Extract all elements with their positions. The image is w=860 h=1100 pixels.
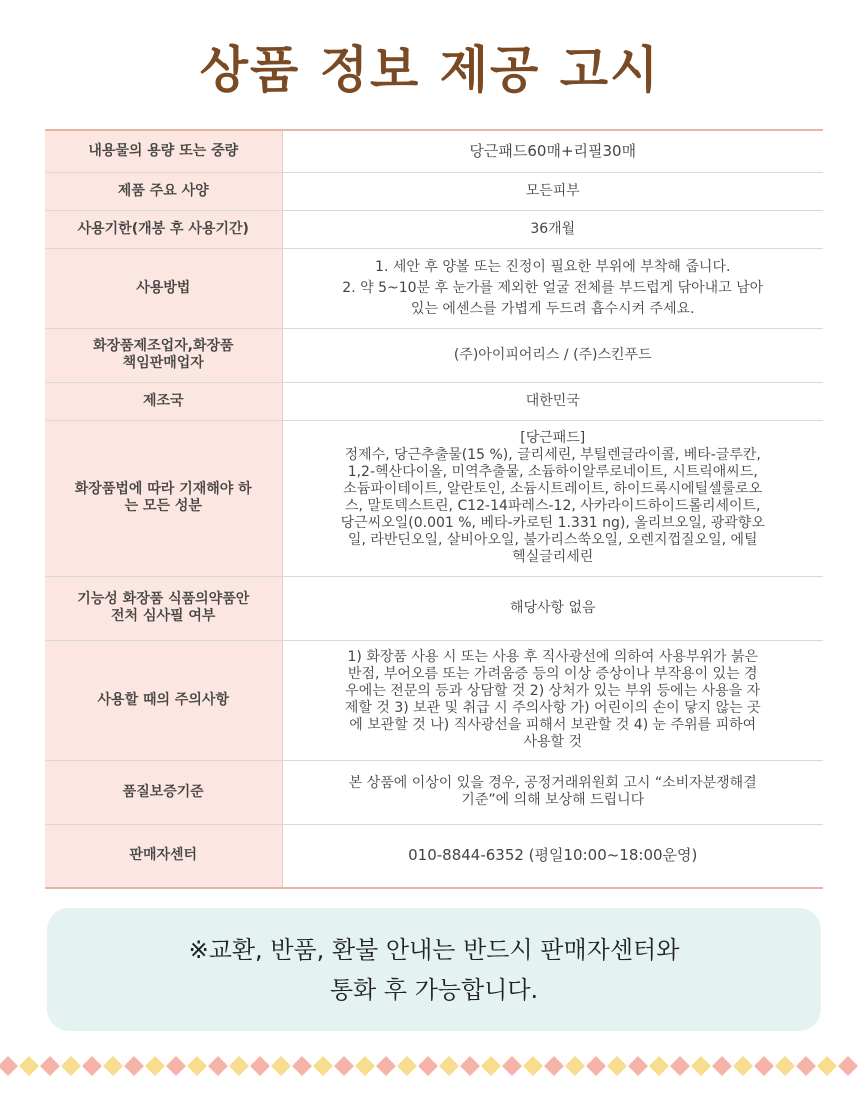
diamond-shape: [418, 1056, 438, 1076]
row-label: 판매자센터: [45, 824, 282, 888]
row-value: 모든피부: [282, 172, 823, 210]
diamond-shape: [523, 1056, 543, 1076]
row-label: 기능성 화장품 식품의약품안 전처 심사필 여부: [45, 576, 282, 640]
diamond-shape: [544, 1056, 564, 1076]
diamond-shape: [481, 1056, 501, 1076]
diamond-shape: [334, 1056, 354, 1076]
table-row: [45, 382, 823, 420]
diamond-shape: [19, 1056, 39, 1076]
product-info-table: [45, 129, 823, 889]
table-row: [45, 640, 823, 760]
row-label: 사용기한(개봉 후 사용기간): [45, 210, 282, 248]
diamond-shape: [82, 1056, 102, 1076]
row-label: 화장품제조업자,화장품 책임판매업자: [45, 328, 282, 382]
table-row: [45, 172, 823, 210]
diamond-shape: [712, 1056, 732, 1076]
table-row: [45, 420, 823, 576]
row-label: 품질보증기준: [45, 760, 282, 824]
row-label: 제품 주요 사양: [45, 172, 282, 210]
row-value: 36개월: [282, 210, 823, 248]
diamond-shape: [229, 1056, 249, 1076]
diamond-shape: [439, 1056, 459, 1076]
row-value: 해당사항 없음: [282, 576, 823, 640]
row-label: 사용할 때의 주의사항: [45, 640, 282, 760]
table-row: [45, 824, 823, 888]
row-value: [당근패드] 정제수, 당근추출물(15 %), 글리세린, 부틸렌글라이콜, 베타-글루칸, 1,2-헥산다이올, 미역추출물, 소듐하이알루로네이트, 시트릭애씨드, 소듐파이테이트, 알란토인, 소듐시트레이트, 하이드록시에틸셀룰로오 스, 말토덱스트린, C12-14파레스-12, 사카라이드하이드롤리세이트, 당근씨오일(0.001 %, 베타-카로틴 1.331 ng), 올리브오일, 광곽향오 일, 라반딘오일, 살비아오일, 불가리스쑥오일, 오렌지껍질오일, 에틸 헥실글리세린: [282, 420, 823, 576]
diamond-shape: [460, 1056, 480, 1076]
diamond-shape: [145, 1056, 165, 1076]
diamond-shape: [166, 1056, 186, 1076]
row-value: 대한민국: [282, 382, 823, 420]
row-label: 내용물의 용량 또는 중량: [45, 130, 282, 172]
diamond-shape: [187, 1056, 207, 1076]
row-label: 화장품법에 따라 기재해야 하 는 모든 성분: [45, 420, 282, 576]
diamond-shape: [565, 1056, 585, 1076]
diamond-shape: [796, 1056, 816, 1076]
diamond-shape: [292, 1056, 312, 1076]
row-value: 1. 세안 후 양볼 또는 진정이 필요한 부위에 부착해 줍니다. 2. 약 5~10분 후 눈가를 제외한 얼굴 전체를 부드럽게 닦아내고 남아 있는 에센스를 가볍게 두드려 흡수시켜 주세요.: [282, 248, 823, 328]
notice-text: ※교환, 반품, 환불 안내는 반드시 판매자센터와 통화 후 가능합니다.: [188, 935, 680, 1004]
diamond-shape: [817, 1056, 837, 1076]
diamond-shape: [103, 1056, 123, 1076]
row-value: 당근패드60매+리필30매: [282, 130, 823, 172]
diamond-shape: [754, 1056, 774, 1076]
diamond-shape: [271, 1056, 291, 1076]
diamond-shape: [124, 1056, 144, 1076]
diamond-shape: [502, 1056, 522, 1076]
diamond-shape: [607, 1056, 627, 1076]
diamond-shape: [691, 1056, 711, 1076]
diamond-shape: [313, 1056, 333, 1076]
diamond-shape: [670, 1056, 690, 1076]
table-row: [45, 210, 823, 248]
table-row: [45, 248, 823, 328]
diamond-shape: [397, 1056, 417, 1076]
diamond-shape: [376, 1056, 396, 1076]
table-row: [45, 328, 823, 382]
diamond-shape: [250, 1056, 270, 1076]
row-label: 사용방법: [45, 248, 282, 328]
diamond-shape: [733, 1056, 753, 1076]
diamond-shape: [208, 1056, 228, 1076]
diamond-shape: [0, 1056, 18, 1076]
diamond-shape: [355, 1056, 375, 1076]
notice-box: [47, 908, 821, 1031]
diamond-shape: [61, 1056, 81, 1076]
row-value: 010-8844-6352 (평일10:00~18:00운영): [282, 824, 823, 888]
diamond-shape: [838, 1056, 858, 1076]
page-title: 상품 정보 제공 고시: [199, 41, 661, 99]
row-value: 본 상품에 이상이 있을 경우, 공정거래위원회 고시 “소비자분쟁해결 기준”에 의해 보상해 드립니다: [282, 760, 823, 824]
diamond-shape: [649, 1056, 669, 1076]
diamond-shape: [40, 1056, 60, 1076]
diamond-shape: [775, 1056, 795, 1076]
row-value: (주)아이피어리스 / (주)스킨푸드: [282, 328, 823, 382]
diamond-border-decoration: [0, 1055, 860, 1077]
diamond-shape: [628, 1056, 648, 1076]
table-row: [45, 576, 823, 640]
table-row: [45, 130, 823, 172]
diamond-shape: [586, 1056, 606, 1076]
row-value: 1) 화장품 사용 시 또는 사용 후 직사광선에 의하여 사용부위가 붉은 반점, 부어오름 또는 가려움증 등의 이상 증상이나 부작용이 있는 경 우에는 전문의 등과 상담할 것 2) 상처가 있는 부위 등에는 사용을 자 제할 것 3) 보관 및 취급 시 주의사항 가) 어린이의 손이 닿지 않는 곳 에 보관할 것 나) 직사광선을 피해서 보관할 것 4) 눈 주위를 피하여 사용할 것: [282, 640, 823, 760]
row-label: 제조국: [45, 382, 282, 420]
table-row: [45, 760, 823, 824]
